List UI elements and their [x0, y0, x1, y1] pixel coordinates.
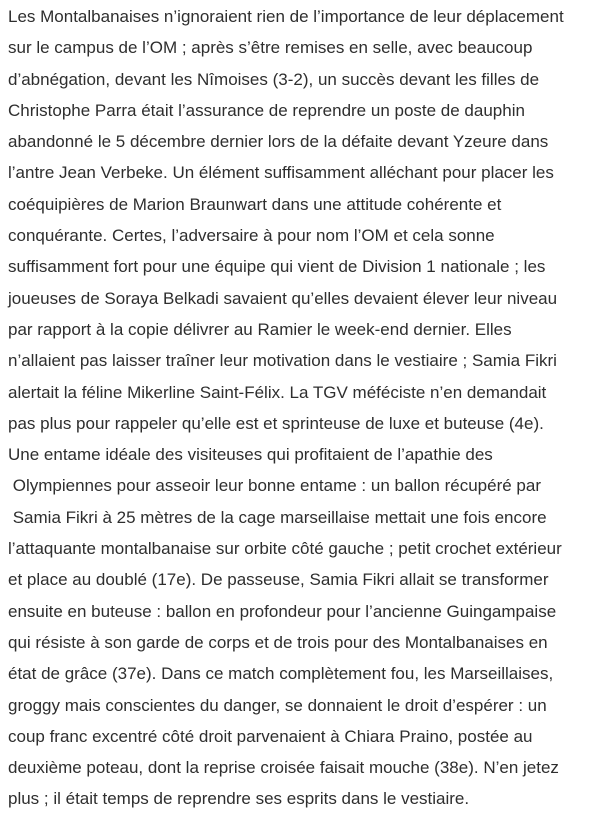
text-line: sur le campus de l’OM ; après s’être remises en selle, avec beaucoup [8, 38, 533, 58]
text-line: d’abnégation, devant les Nîmoises (3-2), un succès devant les filles de [8, 69, 540, 89]
text-line: n’allaient pas laisser traîner leur motivation dans le vestiaire ; Samia Fikri [8, 351, 557, 371]
text-line: joueuses de Soraya Belkadi savaient qu’elles devaient élever leur niveau [8, 288, 558, 308]
text-line: deuxième poteau, dont la reprise croisée faisait mouche (38e). N’en jetez [8, 758, 559, 778]
text-line: et place au doublé (17e). De passeuse, Samia Fikri allait se transformer [8, 570, 549, 590]
text-line: suffisamment fort pour une équipe qui vient de Division 1 nationale ; les [8, 257, 546, 277]
text-line: pas plus pour rappeler qu’elle est et sprinteuse de luxe et buteuse (4e). [8, 413, 544, 433]
text-line: alertait la féline Mikerline Saint-Félix. La TGV méféciste n’en demandait [8, 382, 547, 402]
article-paragraph [8, 1, 602, 815]
text-line: l’attaquante montalbanaise sur orbite côté gauche ; petit crochet extérieur [8, 539, 562, 559]
text-line: coup franc excentré côté droit parvenaient à Chiara Praino, postée au [8, 726, 533, 746]
text-line: conquérante. Certes, l’adversaire à pour nom l’OM et cela sonne [8, 226, 495, 246]
text-line: Une entame idéale des visiteuses qui profitaient de l’apathie des [8, 445, 493, 465]
text-line: ensuite en buteuse : ballon en profondeur pour l’ancienne Guingampaise [8, 601, 557, 621]
text-line: Olympiennes pour asseoir leur bonne entame : un ballon récupéré par [8, 476, 541, 496]
text-line: Samia Fikri à 25 mètres de la cage marseillaise mettait une fois encore [8, 507, 547, 527]
text-line: Christophe Parra était l’assurance de reprendre un poste de dauphin [8, 100, 525, 120]
text-line: abandonné le 5 décembre dernier lors de la défaite devant Yzeure dans [8, 132, 549, 152]
text-line: qui résiste à son garde de corps et de trois pour des Montalbanaises en [8, 632, 548, 652]
text-line: coéquipières de Marion Braunwart dans une attitude cohérente et [8, 194, 502, 214]
text-line: par rapport à la copie délivrer au Ramier le week-end dernier. Elles [8, 319, 512, 339]
text-line: l’antre Jean Verbeke. Un élément suffisamment alléchant pour placer les [8, 163, 554, 183]
text-line: groggy mais conscientes du danger, se donnaient le droit d’espérer : un [8, 695, 547, 715]
text-line: Les Montalbanaises n’ignoraient rien de l’importance de leur déplacement [8, 7, 564, 26]
text-line: plus ; il était temps de reprendre ses esprits dans le vestiaire. [8, 789, 470, 809]
text-line: état de grâce (37e). Dans ce match complètement fou, les Marseillaises, [8, 664, 554, 684]
